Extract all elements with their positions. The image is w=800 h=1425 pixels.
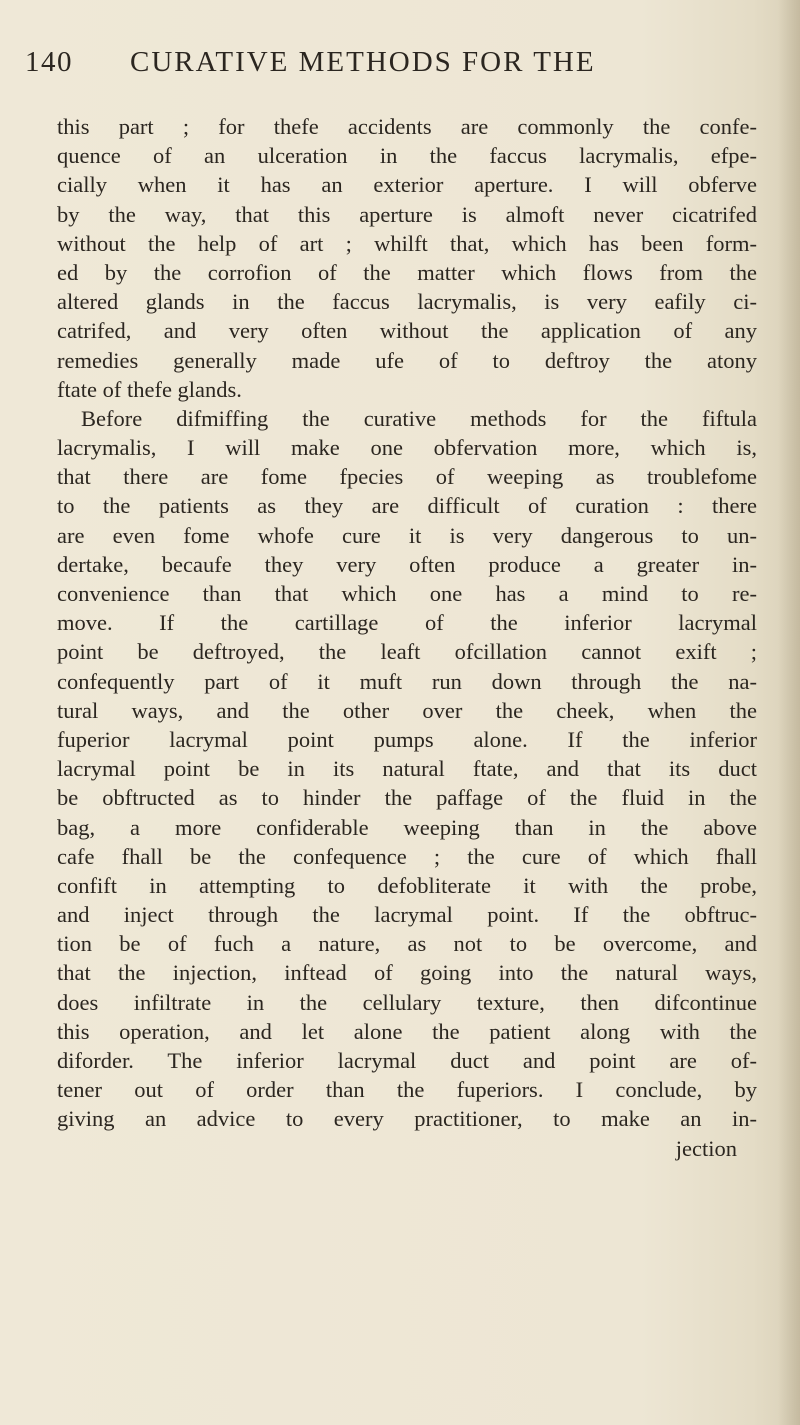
text-line: that there are fome fpecies of weeping as troublefome: [57, 464, 757, 490]
text-line: quence of an ulceration in the faccus lacrymalis, efpe-: [57, 143, 757, 169]
text-line: dertake, becaufe they very often produce a greater in-: [57, 551, 757, 577]
text-line: by the way, that this aperture is almoft never cicatrifed: [57, 201, 757, 227]
text-line: are even fome whofe cure it is very dangerous to un-: [57, 522, 757, 548]
text-line: tion be of fuch a nature, as not to be overcome, and: [57, 931, 757, 957]
text-line: point be deftroyed, the leaft ofcillation cannot exift ;: [57, 639, 757, 665]
text-line: does infiltrate in the cellulary texture, then difcontinue: [57, 989, 757, 1015]
running-head: CURATIVE METHODS FOR THE: [130, 46, 596, 78]
catchword: jection: [675, 1135, 737, 1161]
text-line: giving an advice to every practitioner, to make an in-: [57, 1106, 757, 1132]
text-line: confequently part of it muft run down through the na-: [57, 668, 757, 694]
body-text: [57, 112, 757, 1163]
text-line: diforder. The inferior lacrymal duct and point are of-: [57, 1048, 757, 1073]
text-line: confift in attempting to defobliterate it with the probe,: [57, 872, 757, 898]
text-line: tener out of order than the fuperiors. I conclude, by: [57, 1077, 757, 1103]
text-line: catrifed, and very often without the application of any: [57, 318, 757, 344]
text-line: this operation, and let alone the patient along with the: [57, 1018, 757, 1044]
page-edge-shadow: [778, 0, 800, 1425]
text-line: to the patients as they are difficult of curation : there: [57, 493, 757, 519]
text-line: lacrymal point be in its natural ftate, and that its duct: [57, 756, 757, 782]
text-line: remedies generally made ufe of to deftroy the atony: [57, 347, 757, 373]
paragraph-start-line: Before difmiffing the curative methods for the fiftula: [81, 405, 757, 431]
text-line: that the injection, inftead of going into the natural ways,: [57, 960, 757, 986]
text-line: convenience than that which one has a mind to re-: [57, 581, 757, 606]
page-number: 140: [25, 46, 73, 78]
text-line: and inject through the lacrymal point. If the obftruc-: [57, 902, 757, 928]
text-line: tural ways, and the other over the cheek, when the: [57, 697, 757, 723]
text-line: cafe fhall be the confequence ; the cure of which fhall: [57, 843, 757, 869]
text-line: move. If the cartillage of the inferior lacrymal: [57, 610, 757, 636]
text-line: bag, a more confiderable weeping than in the above: [57, 814, 757, 840]
text-line: altered glands in the faccus lacrymalis, is very eafily ci-: [57, 289, 757, 315]
text-line: cially when it has an exterior aperture. I will obferve: [57, 172, 757, 198]
text-line: ed by the corrofion of the matter which flows from the: [57, 259, 757, 285]
text-line: without the help of art ; whilft that, which has been form-: [57, 230, 757, 256]
text-line: lacrymalis, I will make one obfervation more, which is,: [57, 435, 757, 461]
text-line: be obftructed as to hinder the paffage of the fluid in the: [57, 785, 757, 811]
text-line: fuperior lacrymal point pumps alone. If the inferior: [57, 726, 757, 752]
text-line: ftate of thefe glands.: [57, 376, 242, 402]
text-line: this part ; for thefe accidents are commonly the confe-: [57, 114, 757, 139]
page-header: [25, 46, 725, 106]
